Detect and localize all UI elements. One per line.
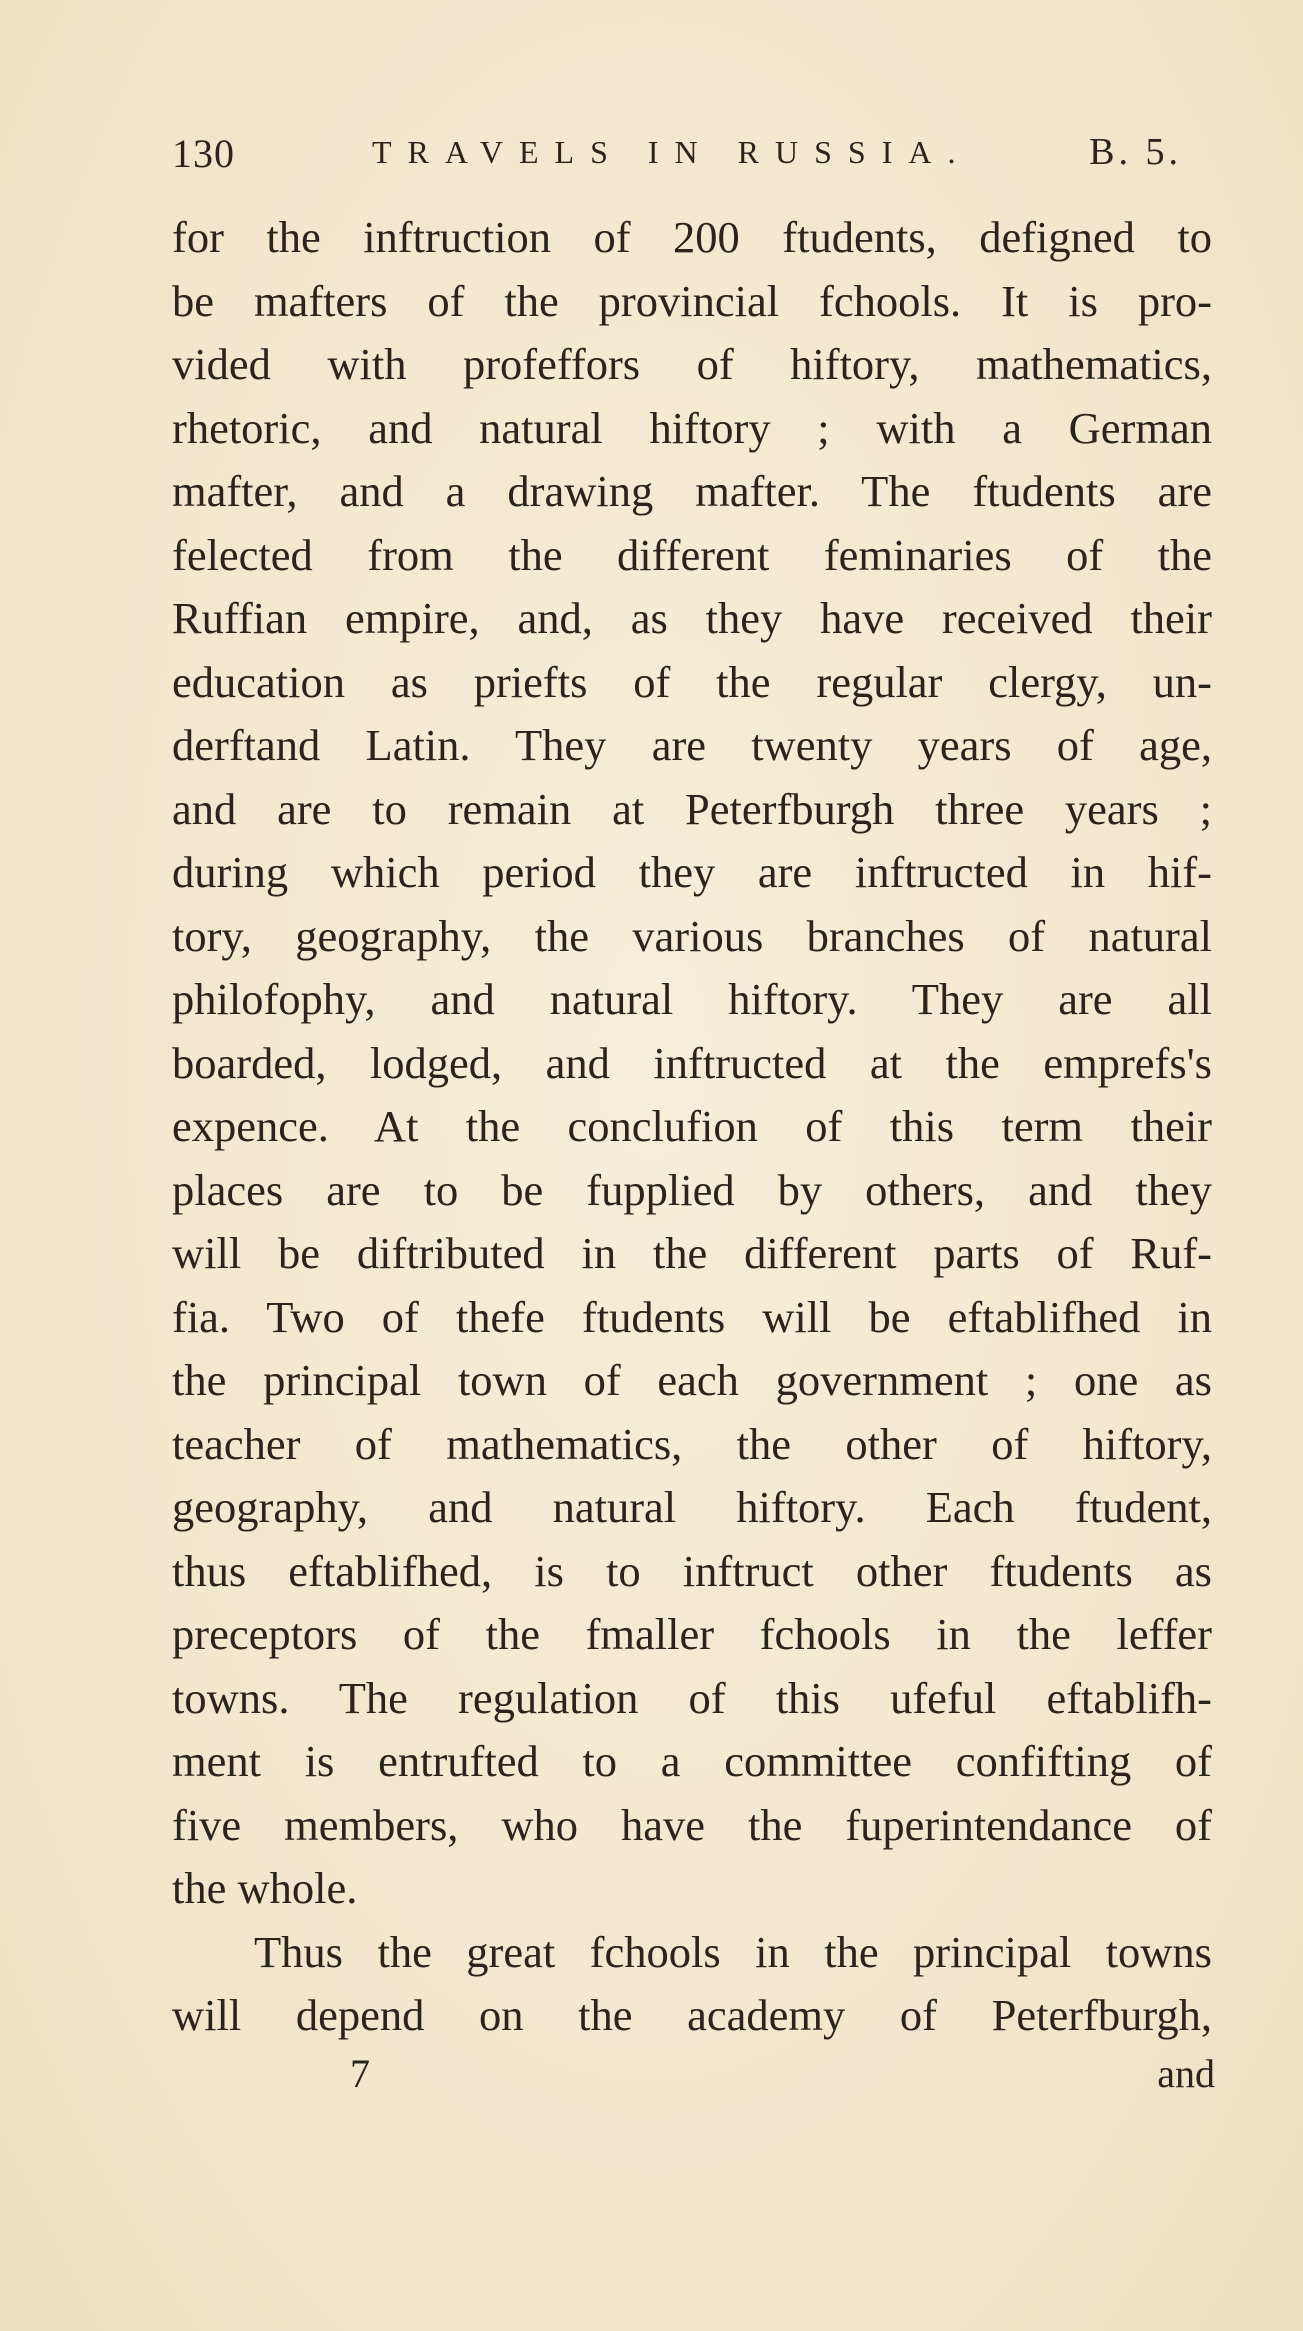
text-line: boarded, lodged, and inftructed at the emprefs's <box>172 1037 1212 1088</box>
text-line: felected from the different feminaries of the <box>172 529 1212 580</box>
catchword: and <box>1157 2051 1215 2096</box>
text-line: during which period they are inftructed in hif- <box>172 847 1212 897</box>
text-line: thus eftablifhed, is to inftruct other ftudents as <box>172 1545 1212 1596</box>
paragraph-end-line: the whole. <box>172 1863 358 1913</box>
text-line: ment is entrufted to a committee confifting of <box>172 1736 1212 1786</box>
text-line: vided with profeffors of hiftory, mathematics, <box>172 339 1212 389</box>
text-line: fia. Two of thefe ftudents will be eftablifhed in <box>172 1291 1212 1342</box>
text-line: geography, and natural hiftory. Each ftudent, <box>172 1482 1212 1532</box>
text-line: five members, who have the fuperintendance of <box>172 1799 1212 1850</box>
text-line: the principal town of each government ; one as <box>172 1355 1212 1405</box>
text-line: philofophy, and natural hiftory. They are all <box>172 974 1212 1024</box>
signature-mark: 7 <box>350 2051 370 2096</box>
paragraph-start-line: Thus the great fchools in the principal towns <box>254 1926 1212 1977</box>
text-line: for the inftruction of 200 ftudents, defigned to <box>172 212 1212 262</box>
text-line: towns. The regulation of this ufeful eftablifh- <box>172 1672 1212 1723</box>
text-line: mafter, and a drawing mafter. The ftudents are <box>172 466 1212 516</box>
page-header <box>172 130 1182 190</box>
page-footer <box>340 2050 1215 2110</box>
text-line: rhetoric, and natural hiftory ; with a German <box>172 402 1212 453</box>
text-line: teacher of mathematics, the other of hiftory, <box>172 1418 1212 1469</box>
text-line: will depend on the academy of Peterfburgh, <box>172 1990 1212 2040</box>
text-line: places are to be fupplied by others, and they <box>172 1164 1212 1215</box>
text-line: education as priefts of the regular clergy, un- <box>172 656 1212 707</box>
page-number: 130 <box>172 131 235 176</box>
text-line: Ruffian empire, and, as they have received their <box>172 593 1212 643</box>
text-line: will be diftributed in the different parts of Ruf- <box>172 1228 1212 1278</box>
text-line: preceptors of the fmaller fchools in the leffer <box>172 1609 1212 1659</box>
text-line: and are to remain at Peterfburgh three years ; <box>172 783 1212 834</box>
text-line: tory, geography, the various branches of natural <box>172 910 1212 961</box>
body-text <box>172 206 1212 2048</box>
text-line: derftand Latin. They are twenty years of age, <box>172 720 1212 770</box>
section-mark: B. 5. <box>1089 131 1182 173</box>
running-title: TRAVELS IN RUSSIA. <box>372 134 972 170</box>
text-line: be mafters of the provincial fchools. It is pro- <box>172 275 1212 326</box>
text-line: expence. At the conclufion of this term their <box>172 1101 1212 1151</box>
